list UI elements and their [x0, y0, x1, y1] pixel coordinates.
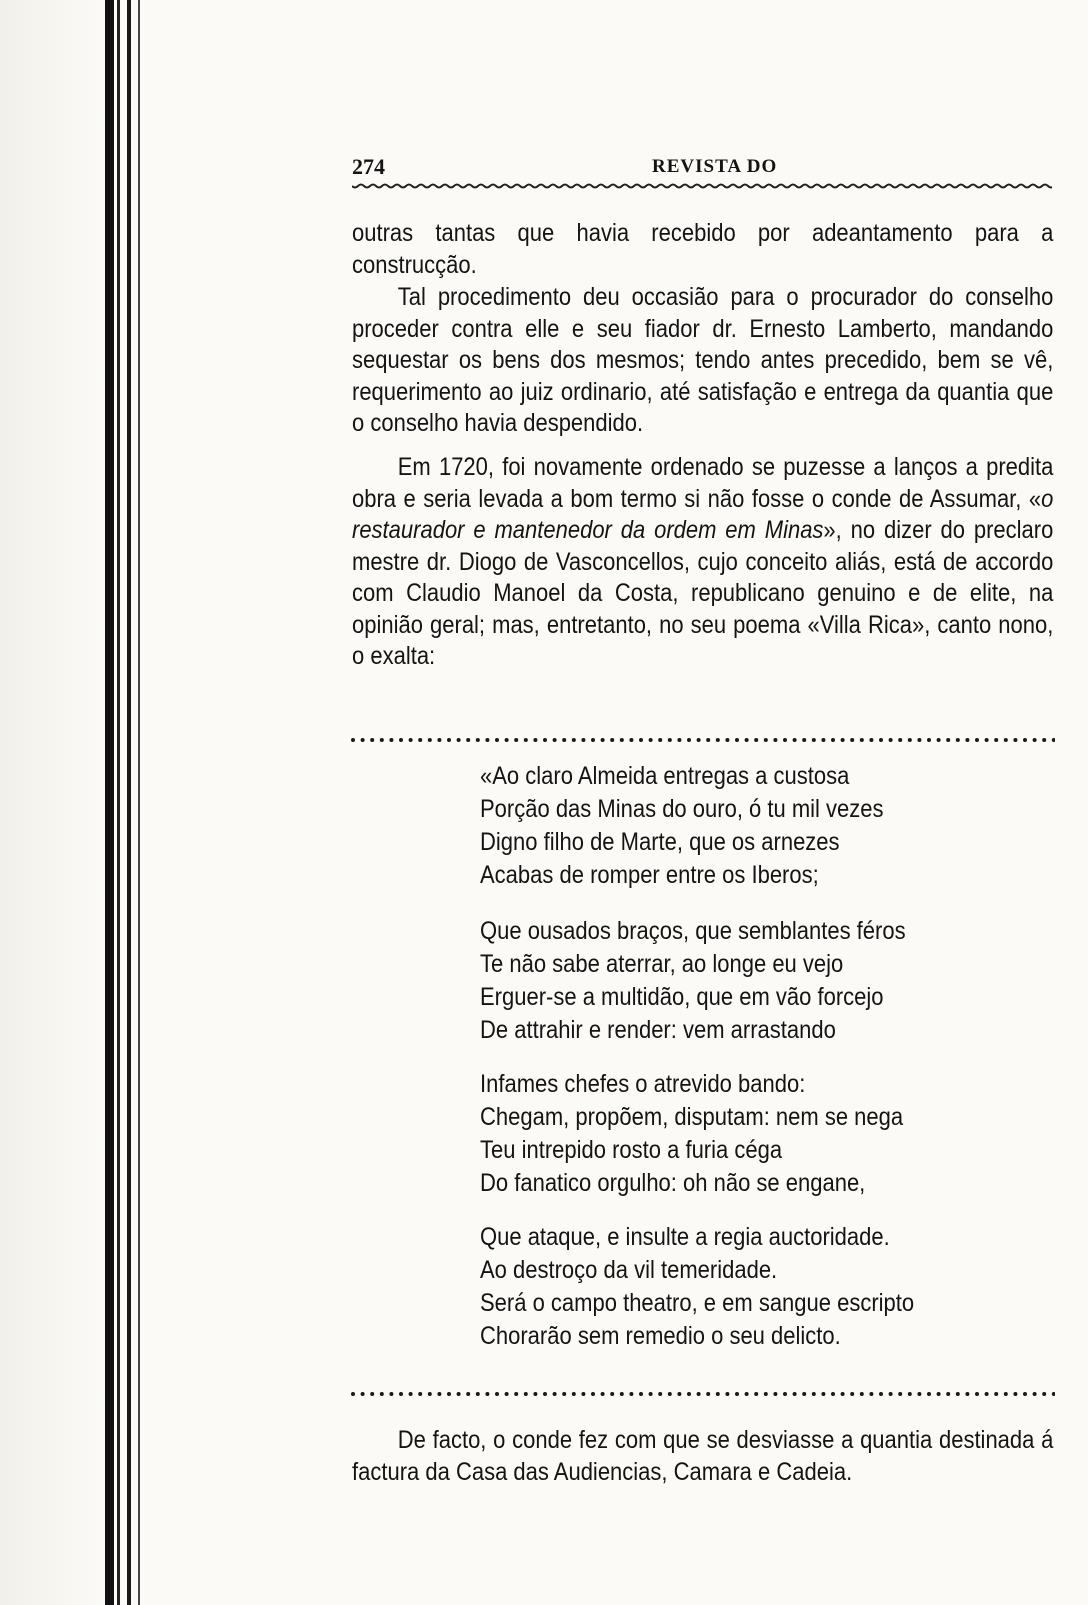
paragraph-text: De facto, o conde fez com que se desviasse a quantia destinada á factura da Casa das Audiencias, Camara e Cadeia. — [352, 1426, 1054, 1486]
poem-line: Será o campo theatro, e em sangue escripto — [480, 1289, 915, 1317]
paragraph-text: outras tantas que havia recebido por adeantamento para a construcção. — [352, 219, 1054, 279]
paragraph — [352, 452, 1053, 673]
paragraph-continuation — [352, 218, 1053, 281]
paragraph-text: Tal procedimento deu occasião para o procurador do conselho proceder contra elle e seu fiador dr. Ernesto Lamberto, mandando sequestar os bens dos mesmos; tendo antes precedido, bem se vê, requerimento ao juiz ordinario, até satisfação e entrega da quantia que o conselho havia despendido. — [352, 283, 1054, 437]
dotted-separator — [350, 1388, 1055, 1398]
poem-stanza — [480, 1221, 973, 1353]
poem-stanza — [480, 915, 973, 1047]
poem-line: Teu intrepido rosto a furia céga — [480, 1136, 783, 1164]
running-title: REVISTA DO — [652, 156, 778, 177]
poem-line: Acabas de romper entre os Iberos; — [480, 861, 819, 889]
poem-line: Porção das Minas do ouro, ó tu mil vezes — [480, 795, 884, 823]
paragraph-text-after: », no dizer do preclaro mestre dr. Diogo de Vasconcellos, cujo conceito aliás, está de accordo com Claudio Manoel da Costa, republicano genuino e de elite, na opinião geral; mas, entretanto, no seu poema «Villa Rica», canto nono, o exalta: — [352, 516, 1054, 670]
poem-line: Que ataque, e insulte a regia auctoridade. — [480, 1223, 890, 1251]
paragraph — [352, 282, 1053, 440]
page-header — [352, 150, 1052, 190]
paragraph-text — [352, 452, 1053, 673]
poem-line: Erguer-se a multidão, que em vão forcejo — [480, 983, 884, 1011]
poem-line: Infames chefes o atrevido bando: — [480, 1070, 806, 1098]
poem-line: Ao destroço da vil temeridade. — [480, 1256, 778, 1284]
poem-line: De attrahir e render: vem arrastando — [480, 1016, 836, 1044]
paragraph — [352, 1425, 1053, 1488]
poem-stanza — [480, 760, 973, 892]
poem-line: Digno filho de Marte, que os arnezes — [480, 828, 840, 856]
italic-quote: o restaurador e mantenedor da ordem em Minas — [352, 484, 1054, 544]
page-number: 274 — [352, 154, 385, 179]
poem-line: Do fanatico orgulho: oh não se engane, — [480, 1169, 866, 1197]
paragraph-text-before: Em 1720, foi novamente ordenado se puzesse a lanços a predita obra e seria levada a bom termo si não fosse o conde de Assumar, « — [352, 453, 1054, 513]
dotted-separator — [350, 734, 1055, 744]
poem-line: Chegam, propõem, disputam: nem se nega — [480, 1103, 904, 1131]
poem-line: Te não sabe aterrar, ao longe eu vejo — [480, 950, 844, 978]
poem-line: «Ao claro Almeida entregas a custosa — [480, 762, 850, 790]
poem-line: Que ousados braços, que semblantes féros — [480, 917, 906, 945]
header-rule — [352, 183, 1052, 189]
poem-stanza — [480, 1068, 973, 1200]
book-binding-edge — [0, 0, 150, 1605]
poem-line: Chorarão sem remedio o seu delicto. — [480, 1322, 841, 1350]
